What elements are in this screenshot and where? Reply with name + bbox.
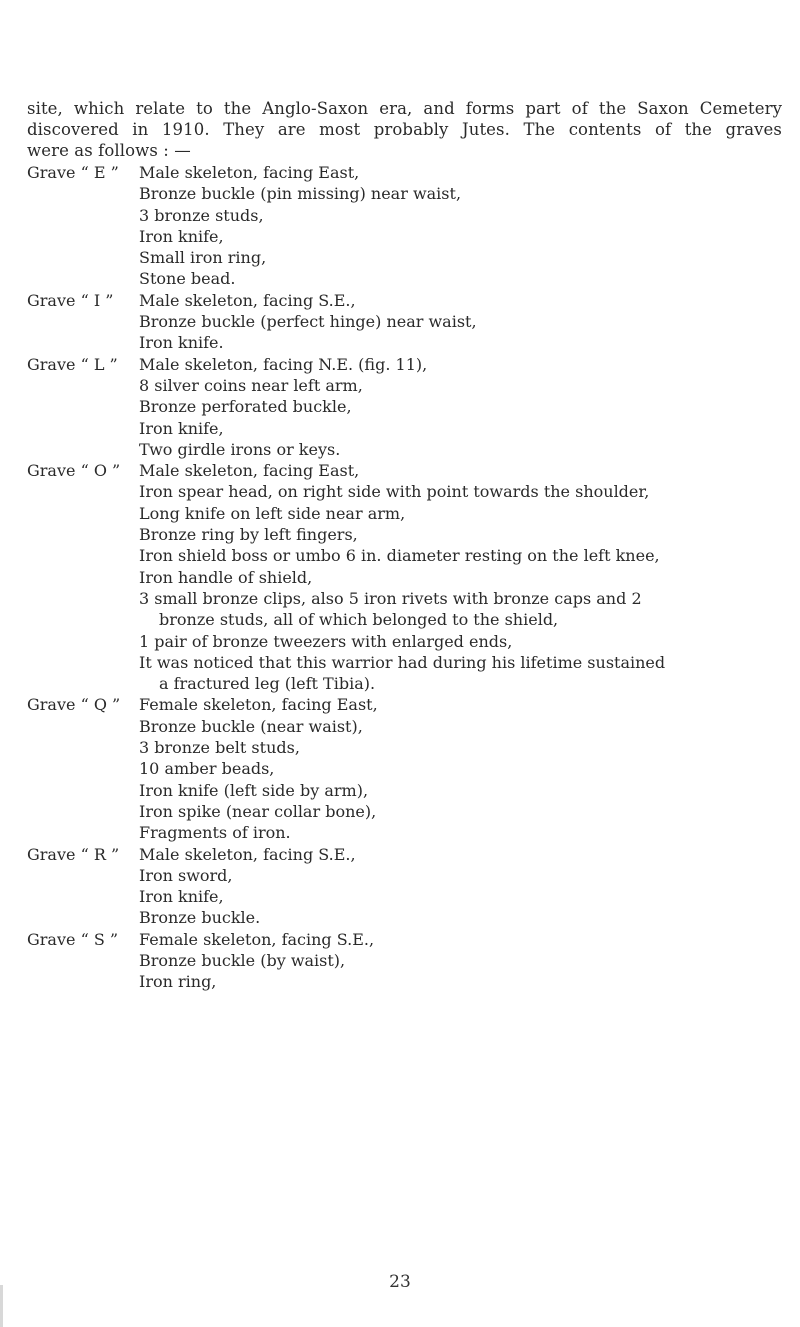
grave-item: Iron knife, [139, 418, 224, 438]
grave-items [139, 460, 787, 694]
grave-item: Male skeleton, facing East, [139, 163, 360, 182]
grave-item: Stone bead. [139, 269, 236, 289]
intro-paragraph [27, 98, 782, 161]
grave-items [139, 694, 787, 843]
grave-item: Bronze buckle. [139, 908, 261, 928]
grave-item: Two girdle irons or keys. [139, 439, 341, 459]
intro-line: site, which relate to the Anglo-Saxon era, and forms part of the Saxon Cemetery [27, 99, 782, 118]
grave-item: Bronze buckle (near waist), [139, 716, 363, 736]
grave-item: Iron spear head, on right side with point towards the shoulder, [139, 482, 650, 502]
grave-item: Long knife on left side near arm, [139, 503, 406, 523]
grave-entry-i [27, 290, 787, 354]
grave-item [139, 631, 787, 652]
grave-item: Iron knife (left side by arm), [139, 780, 369, 800]
grave-item: Iron spike (near collar bone), [139, 801, 377, 821]
grave-item: Male skeleton, facing East, [139, 461, 360, 481]
grave-label: Grave “ S ” [27, 929, 119, 949]
grave-item: Male skeleton, facing S.E., [139, 290, 356, 310]
grave-item-line: 3 small bronze clips, also 5 iron rivets with bronze caps and 2 [139, 588, 642, 608]
grave-item: Fragments of iron. [139, 823, 291, 843]
grave-item: Male skeleton, facing N.E. (fig. 11), [139, 354, 428, 374]
grave-item: Iron shield boss or umbo 6 in. diameter resting on the left knee, [139, 546, 660, 566]
grave-item: Iron sword, [139, 865, 233, 885]
grave-items [139, 354, 787, 460]
grave-entry-o [27, 460, 787, 694]
grave-item: 3 bronze studs, [139, 205, 264, 225]
grave-item: Bronze perforated buckle, [139, 397, 352, 417]
scan-edge-divider [0, 1285, 3, 1327]
grave-item-continuation: bronze studs, all of which belonged to the shield, [159, 610, 559, 630]
grave-item: Bronze buckle (perfect hinge) near waist, [139, 312, 477, 332]
grave-entry-s [27, 929, 787, 993]
grave-entry-q [27, 694, 787, 843]
grave-item: 3 bronze belt studs, [139, 738, 300, 758]
grave-items [139, 844, 787, 929]
grave-entry-l [27, 354, 787, 460]
grave-item: Iron knife, [139, 887, 224, 907]
grave-item: Bronze ring by left fingers, [139, 525, 358, 545]
grave-item: 8 silver coins near left arm, [139, 375, 363, 395]
grave-label: Grave “ L ” [27, 354, 118, 374]
grave-item-continuation: a fractured leg (left Tibia). [159, 674, 376, 694]
grave-item-line: 1 pair of bronze tweezers with enlarged ends, [139, 631, 513, 651]
graves-list [27, 162, 787, 993]
grave-item: Male skeleton, facing S.E., [139, 844, 356, 864]
grave-item: Iron knife. [139, 333, 224, 353]
grave-items [139, 929, 787, 993]
grave-entry-e [27, 162, 787, 290]
grave-item: Female skeleton, facing S.E., [139, 929, 375, 949]
grave-item: Female skeleton, facing East, [139, 695, 378, 715]
grave-item: Iron handle of shield, [139, 567, 313, 587]
grave-label: Grave “ E ” [27, 163, 119, 182]
grave-label: Grave “ O ” [27, 461, 121, 481]
intro-line: were as follows : — [27, 141, 191, 160]
intro-line: discovered in 1910. They are most probably Jutes. The contents of the graves [27, 120, 782, 139]
grave-items [139, 290, 787, 354]
page-number: 23 [389, 1272, 411, 1292]
grave-label: Grave “ Q ” [27, 695, 121, 715]
grave-items [139, 162, 787, 290]
grave-item-line: It was noticed that this warrior had during his lifetime sustained [139, 652, 666, 672]
grave-label: Grave “ I ” [27, 290, 114, 310]
grave-item: Iron knife, [139, 226, 224, 246]
grave-entry-r [27, 844, 787, 929]
grave-label: Grave “ R ” [27, 844, 120, 864]
grave-item [139, 652, 787, 695]
grave-item: Small iron ring, [139, 248, 267, 268]
grave-item: Iron ring, [139, 972, 217, 992]
grave-item: Bronze buckle (by waist), [139, 950, 346, 970]
grave-item [139, 588, 787, 631]
grave-item: Bronze buckle (pin missing) near waist, [139, 184, 462, 204]
grave-item: 10 amber beads, [139, 759, 275, 779]
